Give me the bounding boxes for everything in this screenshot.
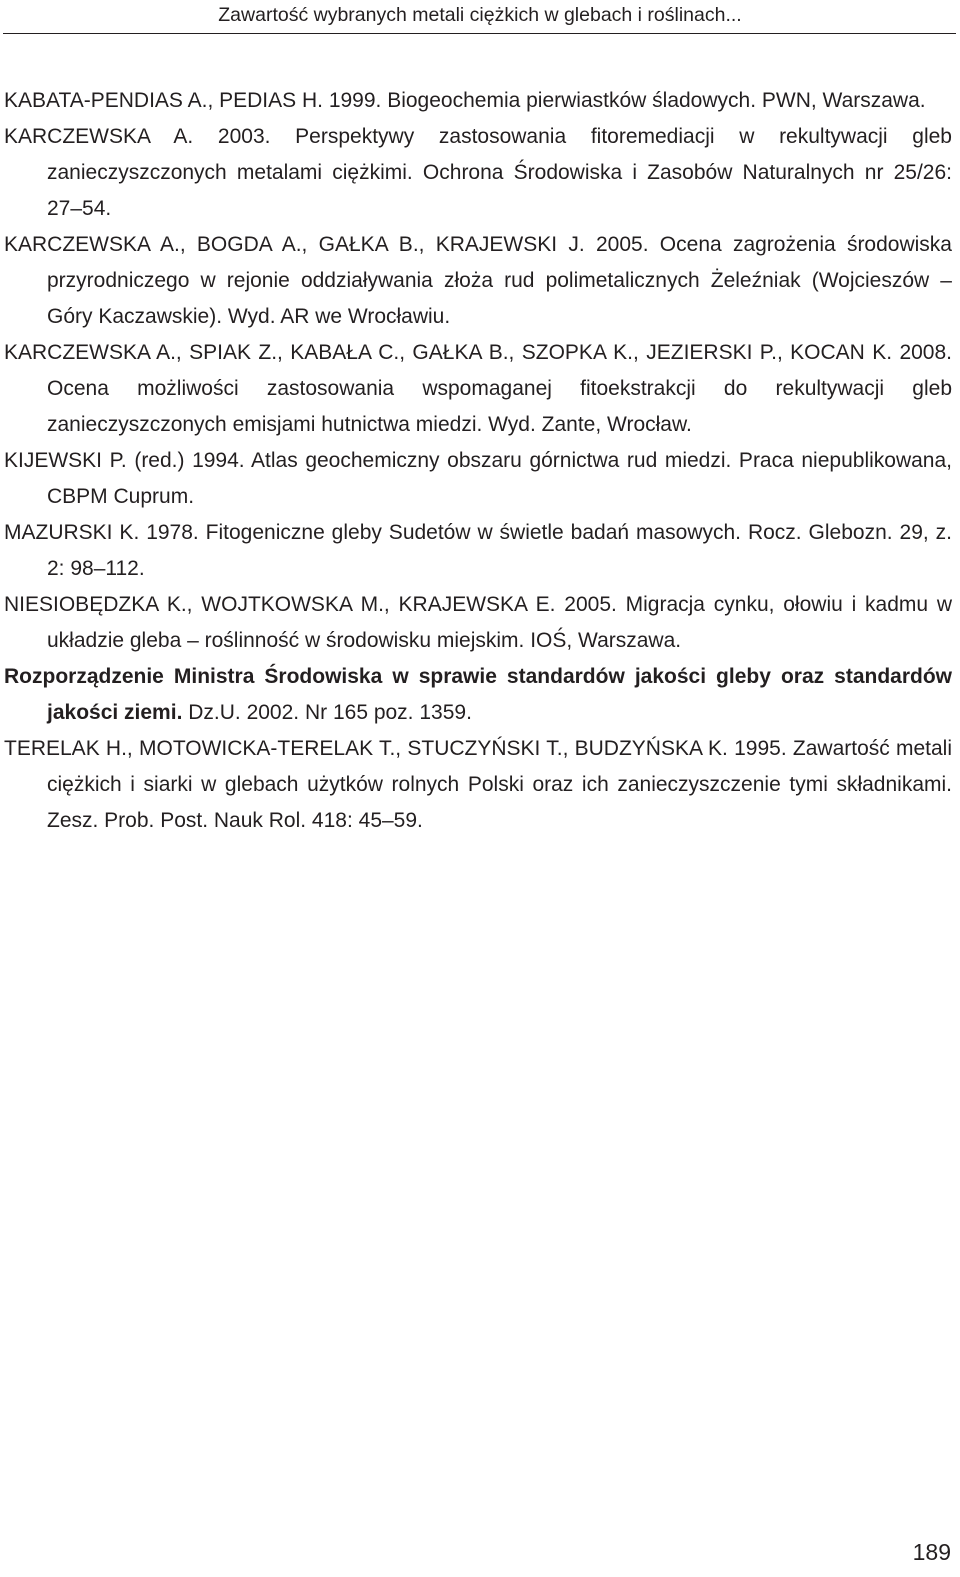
running-header: Zawartość wybranych metali ciężkich w glebach i roślinach...	[218, 4, 742, 26]
reference-item	[4, 335, 952, 443]
reference-text: KIJEWSKI P. (red.) 1994. Atlas geochemiczny obszaru górnictwa rud miedzi. Praca niepublikowana, CBPM Cuprum.	[4, 449, 952, 508]
reference-text: Dz.U. 2002. Nr 165 poz. 1359.	[182, 701, 472, 724]
reference-item	[4, 83, 952, 119]
reference-item	[4, 515, 952, 587]
reference-item	[4, 227, 952, 335]
reference-bold-title: Rozporządzenie Ministra Środowiska w sprawie standardów jakości gleby oraz standardów jakości ziemi.	[4, 665, 952, 724]
reference-text: MAZURSKI K. 1978. Fitogeniczne gleby Sudetów w świetle badań masowych. Rocz. Glebozn. 29, z. 2: 98–112.	[4, 521, 952, 580]
reference-item	[4, 659, 952, 731]
reference-item	[4, 119, 952, 227]
reference-text: NIESIOBĘDZKA K., WOJTKOWSKA M., KRAJEWSKA E. 2005. Migracja cynku, ołowiu i kadmu w układzie gleba – roślinność w środowisku miejskim. IOŚ, Warszawa.	[4, 593, 952, 652]
header-rule	[3, 33, 956, 34]
reference-text: TERELAK H., MOTOWICKA-TERELAK T., STUCZYŃSKI T., BUDZYŃSKA K. 1995. Zawartość metali ciężkich i siarki w glebach użytków rolnych Polski oraz ich zanieczyszczenie tymi składnikami. Zesz. Prob. Post. Nauk Rol. 418: 45–59.	[4, 737, 952, 832]
reference-text: KARCZEWSKA A. 2003. Perspektywy zastosowania fitoremediacji w rekultywacji gleb zanieczyszczonych metalami ciężkimi. Ochrona Środowiska i Zasobów Naturalnych nr 25/26: 27–54.	[4, 125, 952, 220]
reference-text: KABATA-PENDIAS A., PEDIAS H. 1999. Biogeochemia pierwiastków śladowych. PWN, Warszawa.	[4, 89, 926, 112]
reference-item	[4, 443, 952, 515]
reference-list	[4, 83, 952, 839]
reference-text: KARCZEWSKA A., SPIAK Z., KABAŁA C., GAŁKA B., SZOPKA K., JEZIERSKI P., KOCAN K. 2008. Ocena możliwości zastosowania wspomaganej fitoekstrakcji do rekultywacji gleb zanieczyszczonych emisjami hutnictwa miedzi. Wyd. Zante, Wrocław.	[4, 341, 952, 436]
reference-text: KARCZEWSKA A., BOGDA A., GAŁKA B., KRAJEWSKI J. 2005. Ocena zagrożenia środowiska przyrodniczego w rejonie oddziaływania złoża rud polimetalicznych Żeleźniak (Wojcieszów – Góry Kaczawskie). Wyd. AR we Wrocławiu.	[4, 233, 952, 328]
page-number: 189	[912, 1539, 951, 1565]
reference-item	[4, 587, 952, 659]
reference-item	[4, 731, 952, 839]
